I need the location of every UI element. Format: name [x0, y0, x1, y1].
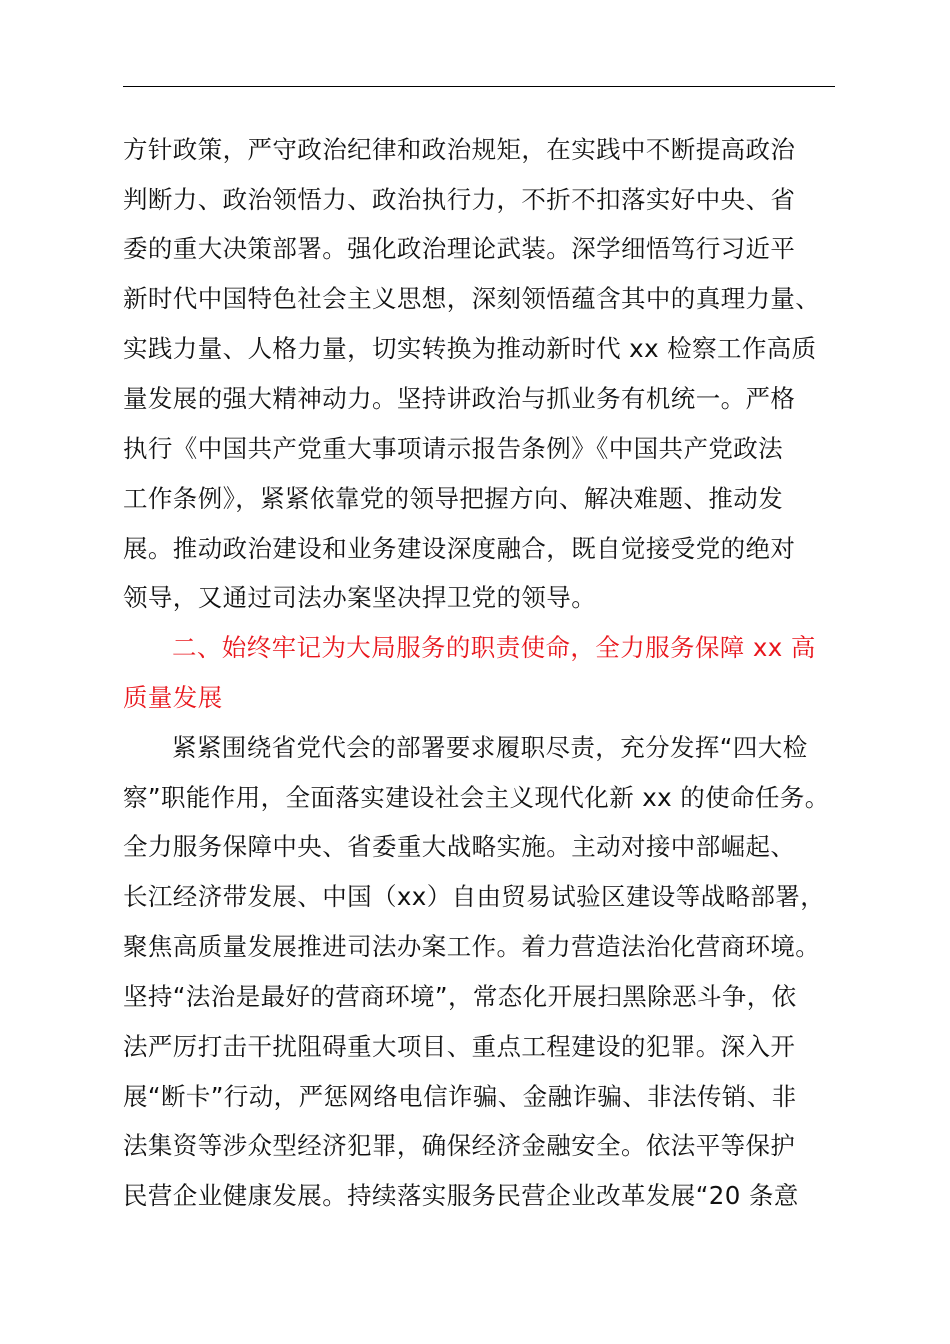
paragraph-2-line: 展“断卡”行动，严惩网络电信诈骗、金融诈骗、非法传销、非 [123, 1082, 797, 1111]
section-heading: 二、始终牢记为大局服务的职责使命，全力服务保障 xx 高 [172, 633, 816, 662]
paragraph-2-line: 法集资等涉众型经济犯罪，确保经济金融安全。依法平等保护 [123, 1131, 796, 1160]
section-heading: 质量发展 [123, 683, 223, 712]
paragraph-1-line: 领导，又通过司法办案坚决捍卫党的领导。 [123, 583, 597, 612]
paragraph-2-line: 法严厉打击干扰阻碍重大项目、重点工程建设的犯罪。深入开 [123, 1032, 796, 1061]
paragraph-1-line: 量发展的强大精神动力。坚持讲政治与抓业务有机统一。严格 [123, 384, 796, 413]
paragraph-2-line: 坚持“法治是最好的营商环境”，常态化开展扫黑除恶斗争，依 [123, 982, 797, 1011]
paragraph-2-line: 长江经济带发展、中国（xx）自由贸易试验区建设等战略部署， [123, 882, 826, 911]
paragraph-2-line: 民营企业健康发展。持续落实服务民营企业改革发展“20 条意 [123, 1181, 799, 1210]
paragraph-1-line: 工作条例》，紧紧依靠党的领导把握方向、解决难题、推动发 [123, 484, 784, 513]
paragraph-1-line: 新时代中国特色社会主义思想，深刻领悟蕴含其中的真理力量、 [123, 284, 821, 313]
paragraph-1-line: 实践力量、人格力量，切实转换为推动新时代 xx 检察工作高质 [123, 334, 817, 363]
paragraph-2-line: 聚焦高质量发展推进司法办案工作。着力营造法治化营商环境。 [123, 932, 821, 961]
paragraph-2-line: 全力服务保障中央、省委重大战略实施。主动对接中部崛起、 [123, 832, 796, 861]
paragraph-2-line: 察”职能作用，全面落实建设社会主义现代化新 xx 的使命任务。 [123, 783, 830, 812]
paragraph-1-line: 执行《中国共产党重大事项请示报告条例》《中国共产党政法 [123, 434, 784, 463]
header-rule [123, 86, 835, 87]
paragraph-1-line: 判断力、政治领悟力、政治执行力，不折不扣落实好中央、省 [123, 185, 796, 214]
paragraph-2-line: 紧紧围绕省党代会的部署要求履职尽责，充分发挥“四大检 [172, 733, 808, 762]
paragraph-1-line: 方针政策，严守政治纪律和政治规矩，在实践中不断提高政治 [123, 135, 796, 164]
paragraph-1-line: 展。推动政治建设和业务建设深度融合，既自觉接受党的绝对 [123, 534, 796, 563]
paragraph-1-line: 委的重大决策部署。强化政治理论武装。深学细悟笃行习近平 [123, 234, 796, 263]
